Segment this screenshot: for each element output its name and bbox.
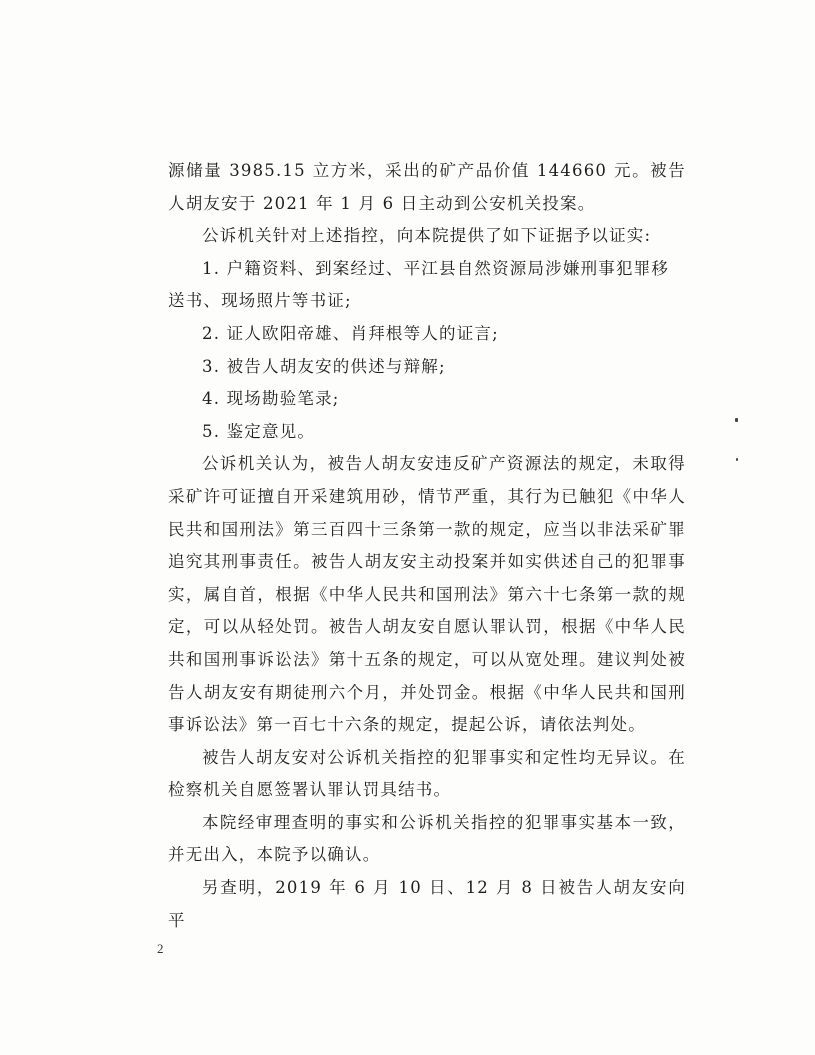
evidence-item: 1. 户籍资料、到案经过、平江县自然资源局涉嫌刑事犯罪移送书、现场照片等书证; xyxy=(168,258,670,311)
evidence-item: 4. 现场勘验笔录; xyxy=(202,389,340,409)
evidence-item: 3. 被告人胡友安的供述与辩解; xyxy=(202,356,446,376)
paragraph-evidence-intro: 公诉机关针对上述指控，向本院提供了如下证据予以证实: xyxy=(202,226,652,246)
paragraph-court-finding: 本院经审理查明的事实和公诉机关指控的犯罪事实基本一致，并无出入，本院予以确认。 xyxy=(168,812,686,865)
scan-speck xyxy=(735,418,738,422)
document-body xyxy=(168,155,686,937)
paragraph-further-finding: 另查明，2019 年 6 月 10 日、12 月 8 日被告人胡友安向平 xyxy=(168,878,686,930)
paragraph-prosecution-opinion: 公诉机关认为，被告人胡友安违反矿产资源法的规定，未取得采矿许可证擅自开采建筑用砂，情节严重，其行为已触犯《中华人民共和国刑法》第三百四十三条第一款的规定，应当以非法采矿罪追究其刑事责任。被告人胡友安主动投案并如实供述自己的犯罪事实，属自首，根据《中华人民共和国刑法》第六十七条第一款的规定，可以从轻处罚。被告人胡友安自愿认罪认罚，根据《中华人民共和国刑事诉讼法》第十五条的规定，可以从宽处理。建议判处被告人胡友安有期徒刑六个月，并处罚金。根据《中华人民共和国刑事诉讼法》第一百七十六条的规定，提起公诉，请依法判处。 xyxy=(168,454,686,735)
evidence-item: 5. 鉴定意见。 xyxy=(202,421,316,441)
page-number: 2 xyxy=(157,941,164,956)
scan-speck xyxy=(736,458,738,461)
evidence-item: 2. 证人欧阳帝雄、肖拜根等人的证言; xyxy=(202,323,499,343)
paragraph-defendant-response: 被告人胡友安对公诉机关指控的犯罪事实和定性均无异议。在检察机关自愿签署认罪认罚具结书。 xyxy=(168,747,686,800)
paragraph-case-facts: 源储量 3985.15 立方米，采出的矿产品价值 144660 元。被告人胡友安于 2021 年 1 月 6 日主动到公安机关投案。 xyxy=(168,161,686,213)
